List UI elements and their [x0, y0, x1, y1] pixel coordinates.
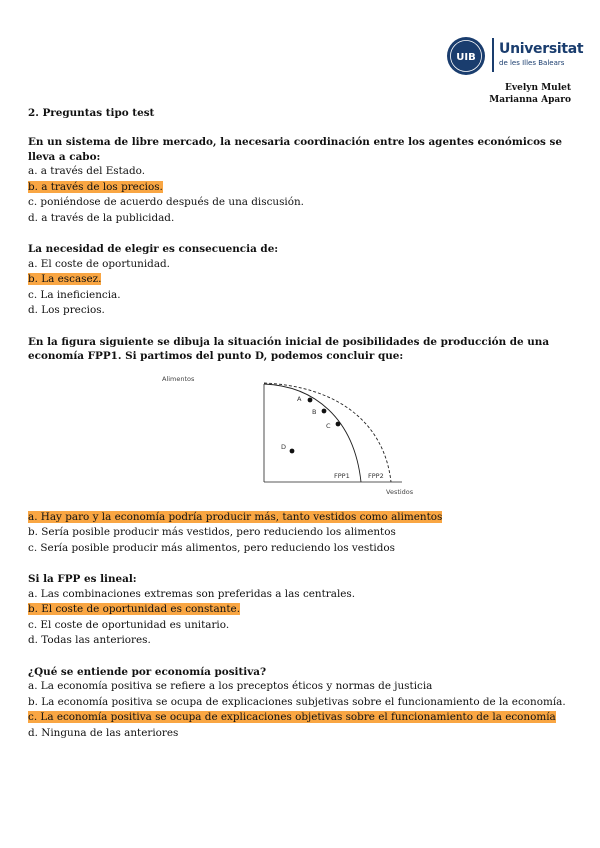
answer-text: c. poniéndose de acuerdo después de una discusión.: [28, 196, 304, 208]
content: [28, 106, 568, 757]
curve-label: FPP2: [368, 471, 384, 480]
point-a: [308, 397, 313, 402]
curve-label: FPP1: [334, 471, 350, 480]
answer-text: a. La economía positiva se refiere a los preceptos éticos y normas de justicia: [28, 680, 433, 692]
answer-text-highlighted: b. La escasez.: [28, 273, 102, 285]
answer-option: [28, 180, 568, 196]
university-name: Universitat: [499, 41, 584, 57]
answer-text-highlighted: b. a través de los precios.: [28, 180, 163, 193]
answer-option: [28, 272, 568, 288]
answer-text: d. Todas las anteriores.: [28, 634, 151, 646]
answer-option: [28, 164, 568, 180]
answer-text-highlighted: c. La economía positiva se ocupa de explicaciones objetivas sobre el funcionamiento de la economía: [28, 711, 556, 723]
answer-option: [28, 726, 568, 742]
point-b: [322, 408, 327, 413]
answer-option: [28, 211, 568, 227]
answer-text: d. Los precios.: [28, 304, 105, 316]
author-name: Evelyn Mulet: [505, 83, 571, 93]
uib-seal-icon: [446, 36, 486, 76]
answer-text: a. El coste de oportunidad.: [28, 257, 170, 270]
answer-text: a. a través del Estado.: [28, 165, 146, 177]
answer-option: [28, 602, 568, 618]
university-subtitle: de les Illes Balears: [499, 59, 565, 67]
answer-option: [28, 257, 568, 273]
answer-option: [28, 633, 568, 649]
y-axis-label: Alimentos: [162, 374, 195, 383]
answer-text: c. La ineficiencia.: [28, 288, 121, 301]
university-logo: [446, 36, 584, 76]
question-text: Si la FPP es lineal:: [28, 573, 137, 585]
answer-text-highlighted: b. El coste de oportunidad es constante.: [28, 603, 240, 615]
authors: [489, 82, 571, 106]
ppf-curve-fpp2: [264, 383, 391, 482]
answer-option: [28, 288, 568, 304]
answer-option: [28, 618, 568, 634]
point-label: A: [297, 394, 302, 403]
answer-option: [28, 710, 568, 726]
question-block: [28, 572, 568, 649]
answer-text: b. Sería posible producir más vestidos, pero reduciendo los alimentos: [28, 526, 396, 538]
logo-divider: [492, 38, 494, 72]
answer-option: [28, 525, 568, 541]
seal-text: UIB: [456, 52, 476, 63]
answer-text: b. La economía positiva se ocupa de explicaciones subjetivas sobre el funcionamiento de la economía.: [28, 695, 566, 708]
ppf-figure: [28, 370, 568, 502]
section-title: 2. Preguntas tipo test: [28, 107, 155, 119]
question-text: En un sistema de libre mercado, la necesaria coordinación entre los agentes económicos se lleva a cabo:: [28, 136, 562, 163]
ppf-curve-fpp1: [264, 384, 361, 482]
answer-option: [28, 195, 568, 211]
answer-option: [28, 541, 568, 557]
answer-option: [28, 679, 568, 695]
point-label: C: [326, 421, 331, 430]
point-d: [290, 448, 295, 453]
answer-text-highlighted: a. Hay paro y la economía podría producir más, tanto vestidos como alimentos: [28, 510, 443, 523]
question-block: [28, 242, 568, 319]
answer-text: c. Sería posible producir más alimentos, pero reduciendo los vestidos: [28, 541, 395, 554]
point-label: D: [281, 442, 287, 451]
answer-option: [28, 587, 568, 603]
answer-text: d. Ninguna de las anteriores: [28, 726, 179, 739]
question-text: La necesidad de elegir es consecuencia de:: [28, 243, 279, 255]
question-block: [28, 135, 568, 226]
author-name: Marianna Aparo: [489, 95, 571, 105]
question-text: ¿Qué se entiende por economía positiva?: [28, 665, 267, 678]
question-block: [28, 335, 568, 557]
answer-option: [28, 510, 568, 526]
question-text: En la figura siguiente se dibuja la situación inicial de posibilidades de producción de una economía FPP1. Si partimos del punto D, podemos concluir que:: [28, 335, 550, 362]
point-label: B: [312, 407, 317, 416]
question-block: [28, 665, 568, 742]
answer-text: d. a través de la publicidad.: [28, 211, 175, 224]
answer-option: [28, 303, 568, 319]
answer-option: [28, 695, 568, 711]
point-c: [336, 421, 341, 426]
ppf-diagram: [154, 370, 454, 500]
x-axis-label: Vestidos: [386, 487, 414, 496]
answer-text: a. Las combinaciones extremas son preferidas a las centrales.: [28, 587, 356, 600]
answer-text: c. El coste de oportunidad es unitario.: [28, 618, 230, 631]
